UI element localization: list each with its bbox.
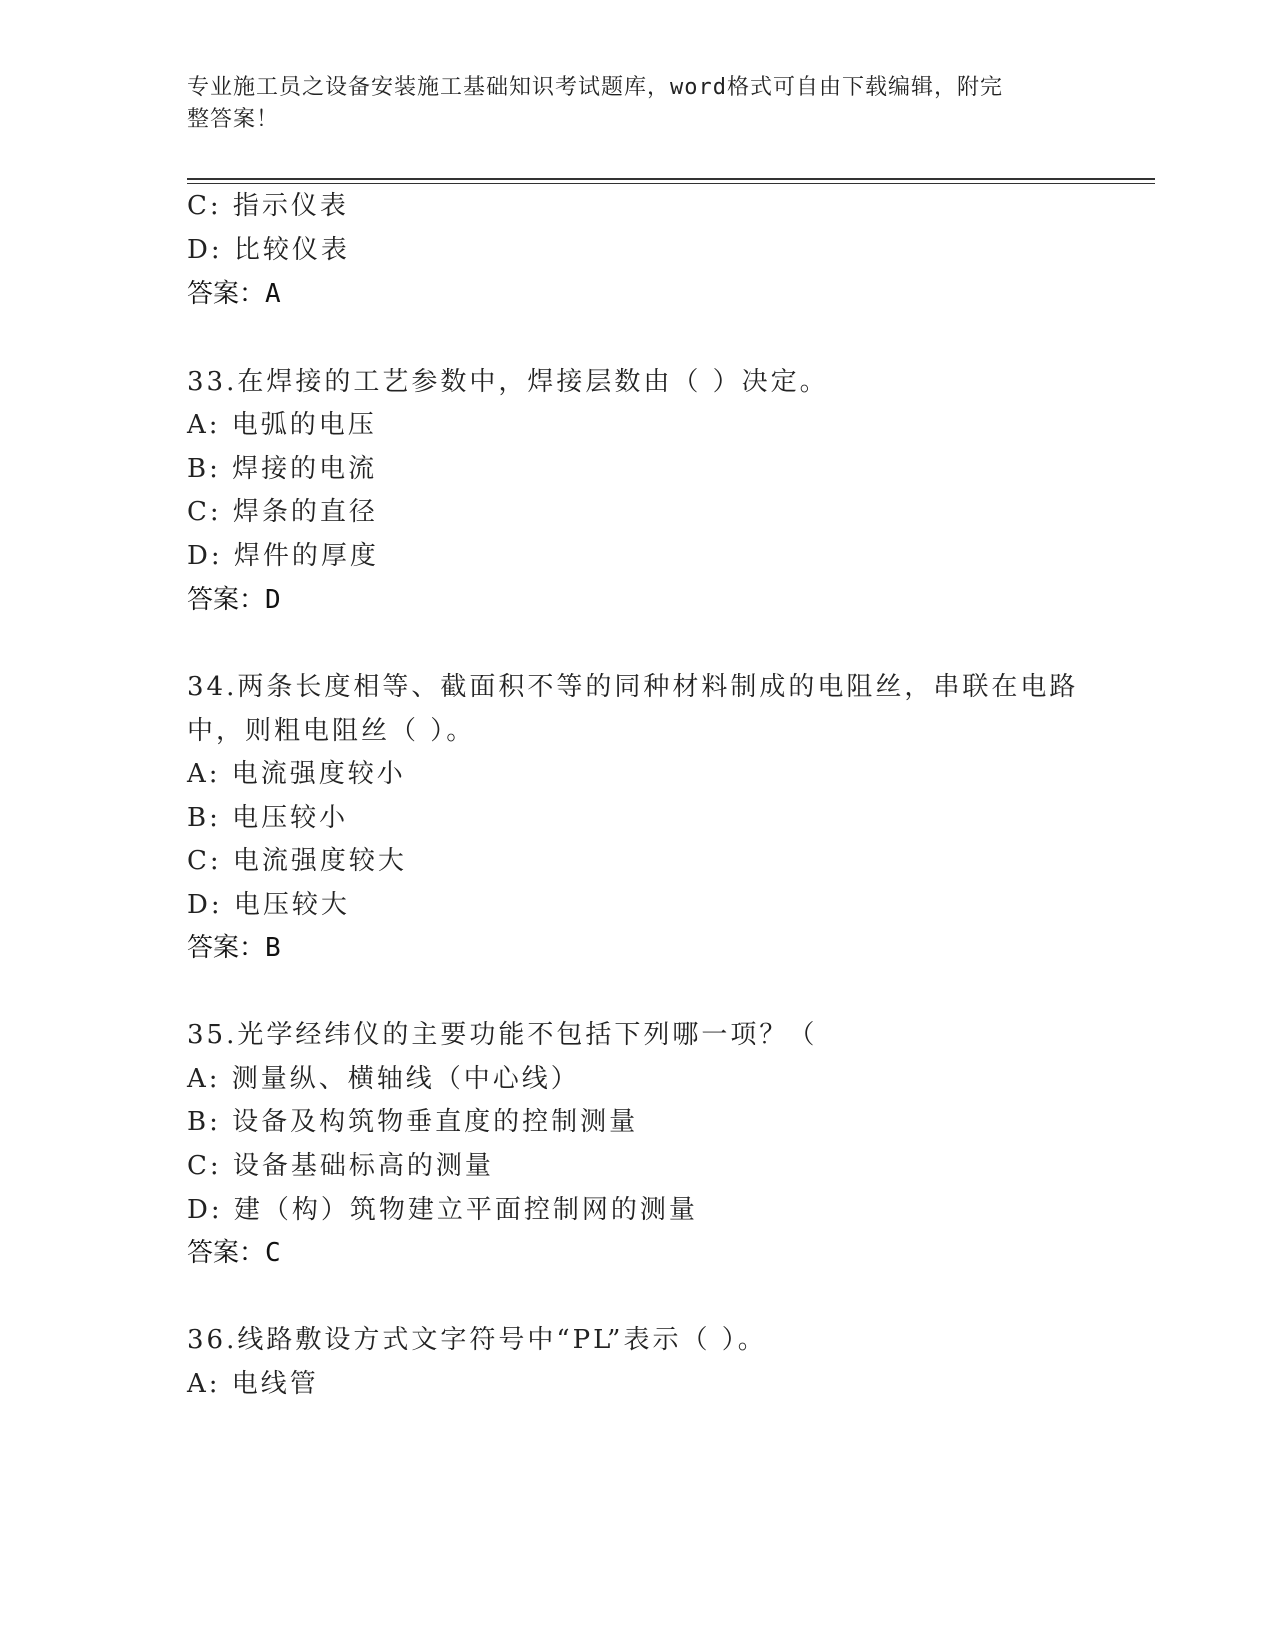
q35-option-b: B: 设备及构筑物垂直度的控制测量 [187,1107,639,1137]
header-line-2: 整答案！ [187,107,280,132]
q34-option-d: D: 电压较大 [187,890,350,920]
header-rule-thick [187,178,1155,180]
answer-value: C [265,1238,281,1268]
q35-option-d: D: 建（构）筑物建立平面控制网的测量 [187,1195,698,1225]
q33-stem: 33.在焊接的工艺参数中，焊接层数由（ ）决定。 [187,367,829,397]
q32-option-c: C: 指示仪表 [187,191,349,221]
answer-label: 答案： [187,1238,266,1268]
q32-option-d: D: 比较仪表 [187,235,350,265]
q36-stem: 36.线路敷设方式文字符号中“PL”表示（ ）。 [187,1325,767,1355]
q34-option-c: C: 电流强度较大 [187,846,407,876]
header-rule-thin [187,183,1155,184]
answer-label: 答案： [187,279,266,309]
header-line-1: 专业施工员之设备安装施工基础知识考试题库，word格式可自由下载编辑，附完 [187,75,1003,100]
q34-stem-line-2: 中，则粗电阻丝（ ）。 [187,716,476,746]
q35-stem: 35.光学经纬仪的主要功能不包括下列哪一项？（ [187,1020,818,1050]
q33-answer [187,582,281,618]
q34-option-a: A: 电流强度较小 [187,759,406,789]
q34-answer [187,930,281,966]
q35-option-a: A: 测量纵、横轴线（中心线） [187,1064,580,1094]
q34-stem-line-1: 34.两条长度相等、截面积不等的同种材料制成的电阻丝，串联在电路 [187,672,1079,702]
document-header [187,72,1087,136]
q33-option-a: A: 电弧的电压 [187,410,377,440]
q35-answer [187,1235,281,1271]
q33-option-b: B: 焊接的电流 [187,454,378,484]
q35-option-c: C: 设备基础标高的测量 [187,1151,494,1181]
q34-option-b: B: 电压较小 [187,803,349,833]
q36-option-a: A: 电线管 [187,1369,319,1399]
answer-value: B [265,933,281,963]
answer-label: 答案： [187,933,266,963]
answer-label: 答案： [187,585,266,615]
q33-option-d: D: 焊件的厚度 [187,541,379,571]
q33-option-c: C: 焊条的直径 [187,497,378,527]
answer-value: D [265,585,281,615]
q32-answer [187,276,281,312]
answer-value: A [265,279,281,309]
